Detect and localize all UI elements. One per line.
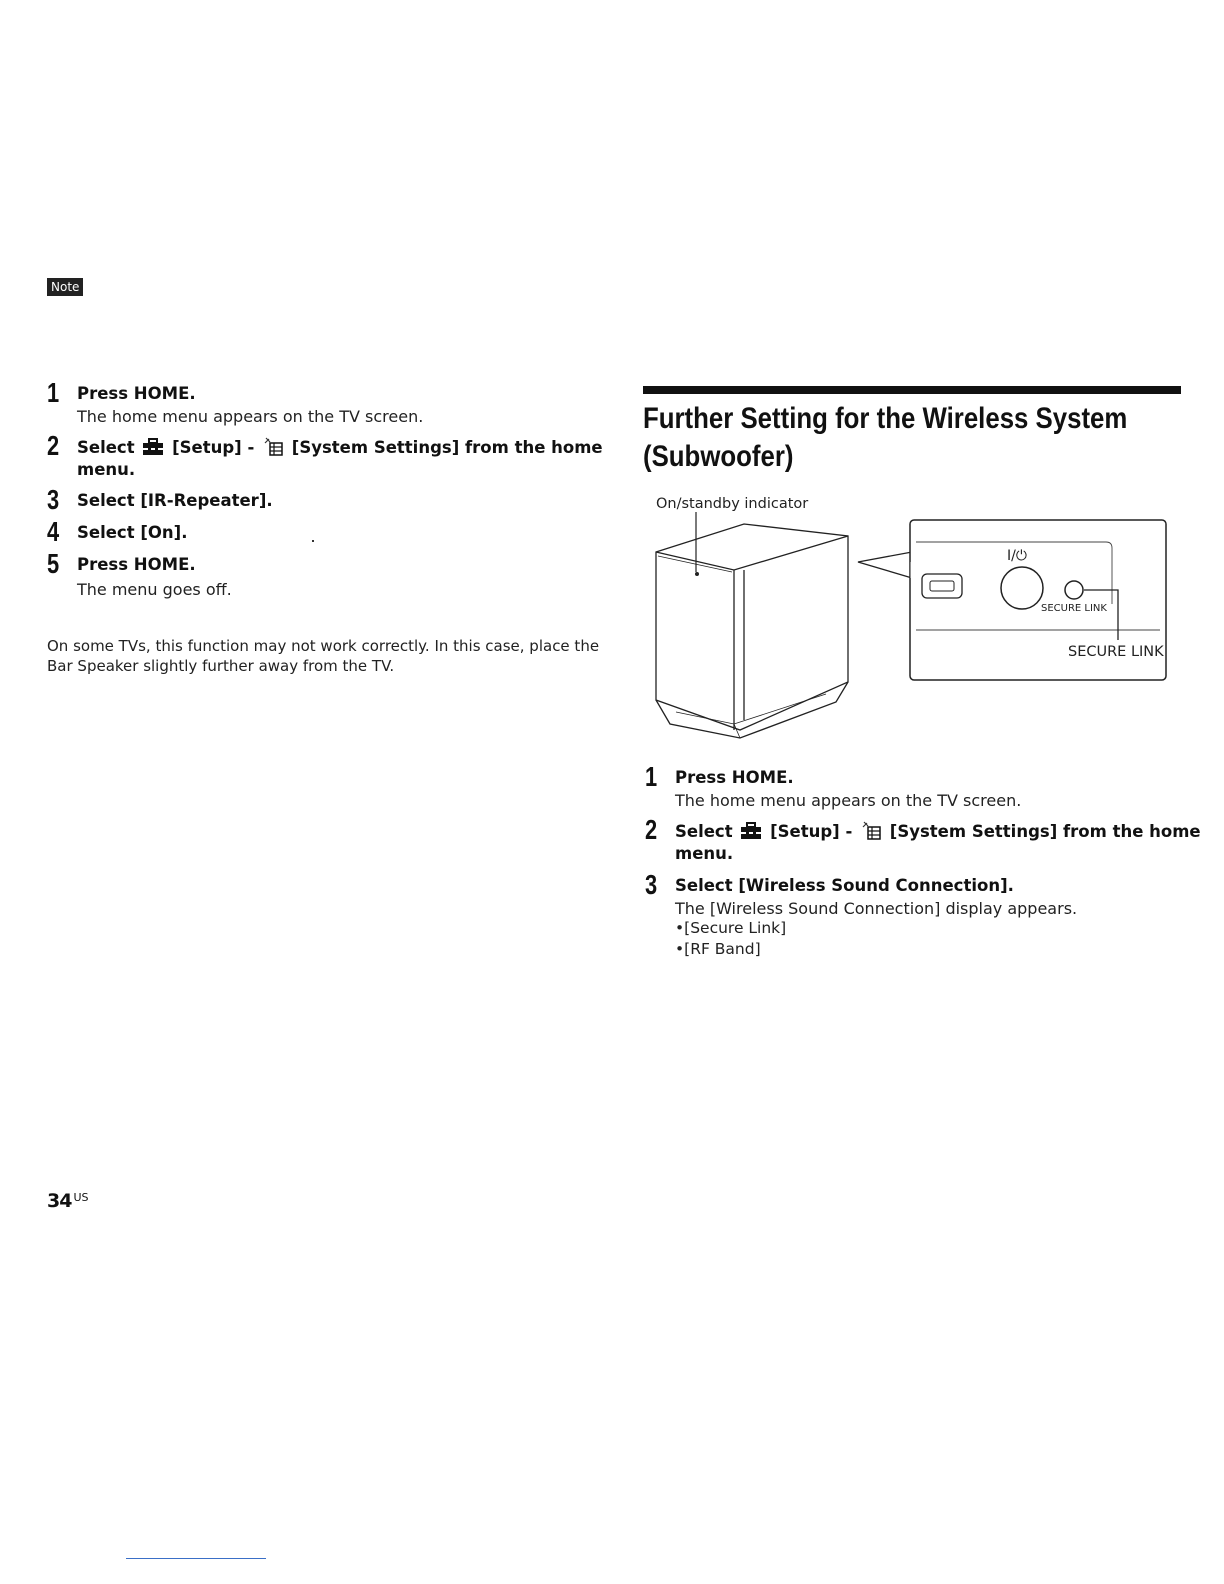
step-number: 1 — [645, 761, 658, 792]
note-text: On some TVs, this function may not work correctly. In this case, place the Bar Speaker slightly further away from the TV. — [47, 637, 600, 675]
stray-mark — [312, 540, 314, 542]
step-description: The home menu appears on the TV screen. — [77, 407, 424, 426]
page-number-suffix: US — [73, 1191, 89, 1204]
step-title — [77, 436, 603, 459]
step-title-select: Select — [675, 822, 733, 841]
on-standby-indicator-dot — [695, 572, 699, 576]
section-heading — [643, 400, 1128, 476]
step-title-setup: [Setup] - — [172, 438, 255, 457]
section-heading-line1: Further Setting for the Wireless System — [643, 402, 1128, 435]
section-heading-line2: (Subwoofer) — [643, 440, 794, 473]
section-rule — [643, 386, 1181, 394]
system-settings-icon — [262, 436, 284, 456]
step-title-setup: [Setup] - — [770, 822, 853, 841]
step-title-continued: menu. — [77, 460, 136, 479]
step-title: Select [On]. — [77, 523, 188, 542]
step-number: 4 — [47, 516, 60, 547]
page-number-value: 34 — [47, 1190, 72, 1212]
subwoofer-illustration — [640, 512, 1180, 744]
step-number: 1 — [47, 377, 60, 408]
note-badge: Note — [47, 278, 83, 296]
step-number: 3 — [47, 484, 60, 515]
system-settings-icon — [860, 820, 882, 840]
step-description: The home menu appears on the TV screen. — [675, 791, 1022, 810]
list-item: •[Secure Link] — [675, 919, 787, 937]
step-title-system-settings: [System Settings] from the home — [889, 822, 1201, 841]
step-title: Press HOME. — [77, 384, 196, 403]
toolbox-icon — [142, 438, 164, 456]
indicator-label: On/standby indicator — [656, 496, 809, 512]
step-number: 2 — [645, 814, 658, 845]
callout-pointer — [858, 552, 912, 578]
step-description: The menu goes off. — [77, 580, 232, 599]
step-number: 2 — [47, 430, 60, 461]
step-title: Press HOME. — [77, 555, 196, 574]
step-title-system-settings: [System Settings] from the home — [291, 438, 603, 457]
step-title: Press HOME. — [675, 768, 794, 787]
page-number — [47, 1190, 89, 1212]
toolbox-icon — [740, 822, 762, 840]
step-number: 5 — [47, 548, 60, 579]
step-title: Select [Wireless Sound Connection]. — [675, 876, 1014, 895]
power-symbol: I/⏻ — [1007, 548, 1027, 564]
list-item: •[RF Band] — [675, 940, 761, 958]
step-description: The [Wireless Sound Connection] display appears. — [675, 899, 1078, 918]
step-title-continued: menu. — [675, 844, 734, 863]
secure-link-small-label: SECURE LINK — [1041, 603, 1107, 614]
scan-edge-line — [126, 1558, 266, 1559]
step-title: Select [IR-Repeater]. — [77, 491, 273, 510]
step-title — [675, 820, 1201, 843]
step-title-select: Select — [77, 438, 135, 457]
subwoofer-cabinet — [656, 524, 848, 738]
secure-link-callout-label: SECURE LINK — [1068, 644, 1164, 660]
step-number: 3 — [645, 869, 658, 900]
